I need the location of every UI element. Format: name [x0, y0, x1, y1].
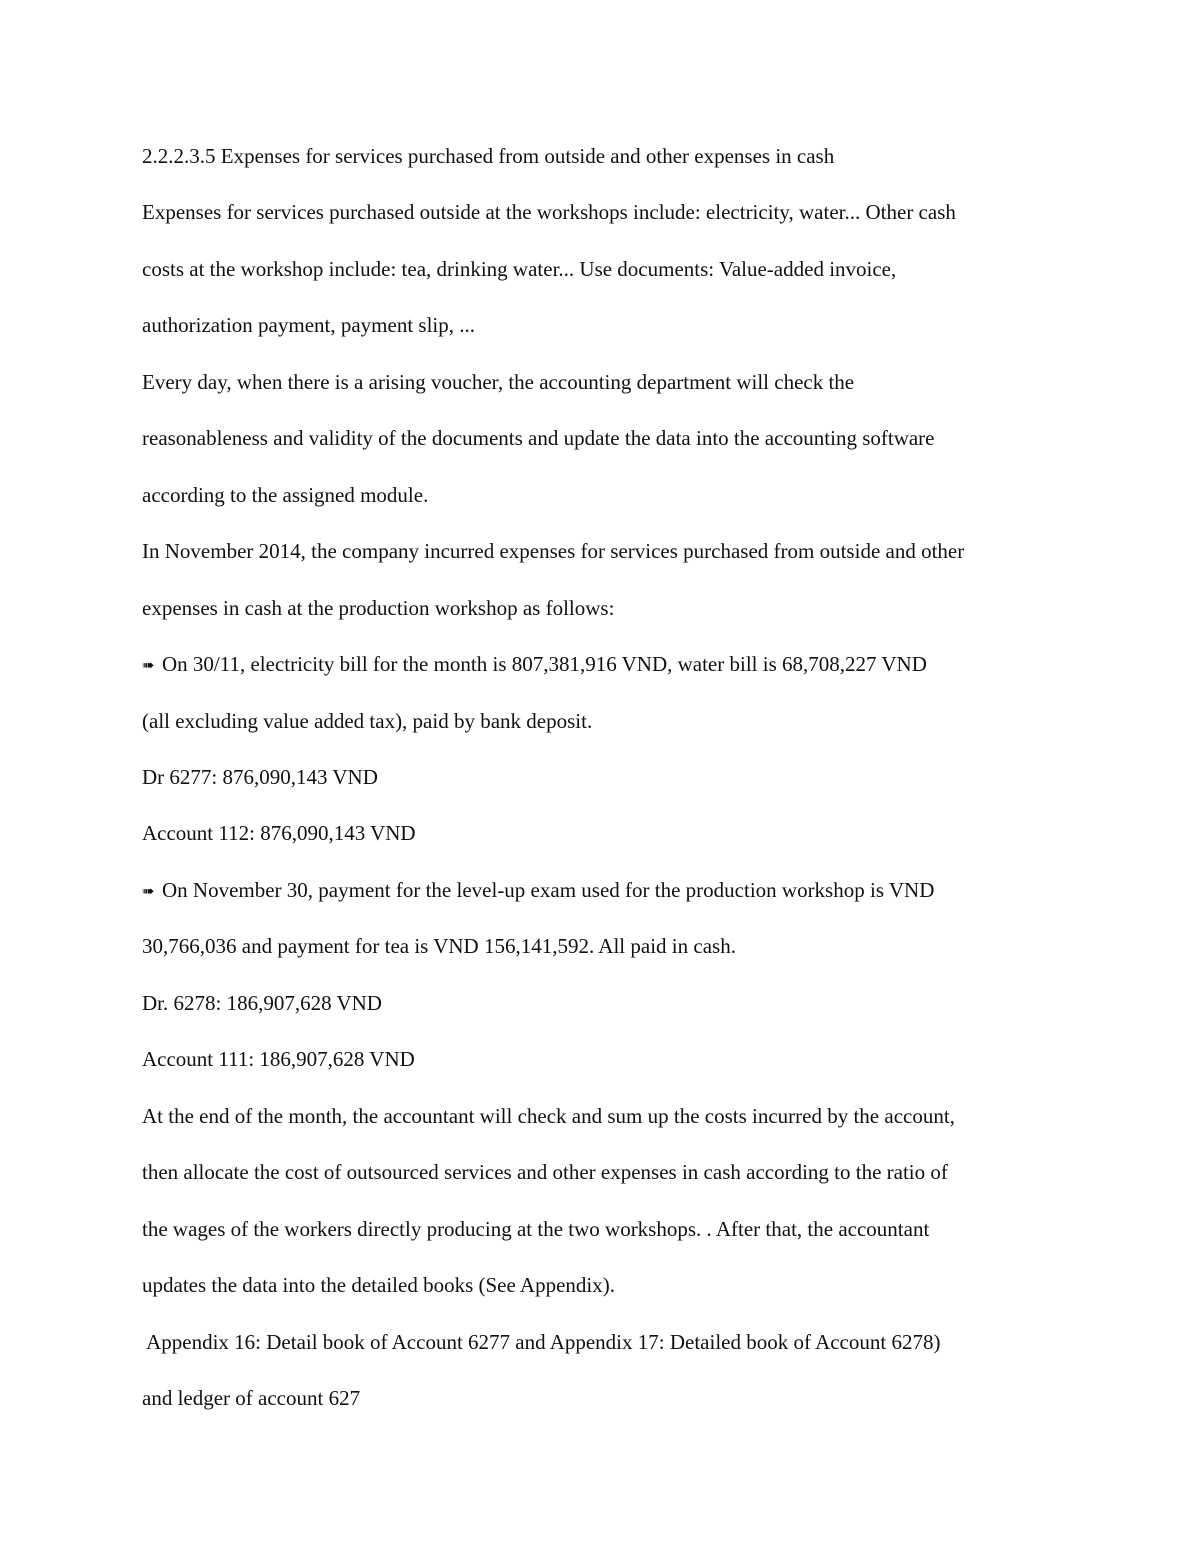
entry-2-line-1 — [142, 877, 934, 905]
appendix-paragraph-line: Appendix 16: Detail book of Account 6277 and Appendix 17: Detailed book of Account 6278) — [142, 1330, 941, 1354]
section-heading: 2.2.2.3.5 Expenses for services purchased from outside and other expenses in cash — [142, 144, 835, 168]
entry-2-line-2: 30,766,036 and payment for tea is VND 156,141,592. All paid in cash. — [142, 934, 736, 958]
bullet-arrow-icon: ➠ — [142, 884, 155, 900]
month-end-paragraph-line: At the end of the month, the accountant will check and sum up the costs incurred by the account, — [142, 1104, 955, 1128]
appendix-paragraph-line: and ledger of account 627 — [142, 1386, 361, 1410]
entry-1-line-2: (all excluding value added tax), paid by bank deposit. — [142, 709, 593, 733]
month-end-paragraph-line: then allocate the cost of outsourced services and other expenses in cash according to the ratio of — [142, 1160, 948, 1184]
voucher-paragraph-line: Every day, when there is a arising voucher, the accounting department will check the — [142, 370, 855, 394]
services-paragraph-line: authorization payment, payment slip, ... — [142, 313, 476, 337]
voucher-paragraph-line: reasonableness and validity of the documents and update the data into the accounting software — [142, 426, 935, 450]
month-end-paragraph-line: updates the data into the detailed books (See Appendix). — [142, 1273, 615, 1297]
entry-1-credit: Account 112: 876,090,143 VND — [142, 821, 416, 845]
services-paragraph-line: Expenses for services purchased outside at the workshops include: electricity, water... Other cash — [142, 200, 956, 224]
entry-2-text: On November 30, payment for the level-up exam used for the production workshop is VND — [162, 878, 935, 902]
entry-1-debit: Dr 6277: 876,090,143 VND — [142, 765, 378, 789]
bullet-arrow-icon: ➠ — [142, 658, 155, 674]
entry-1-text: On 30/11, electricity bill for the month is 807,381,916 VND, water bill is 68,708,227 VND — [162, 652, 927, 676]
november-paragraph-line: In November 2014, the company incurred expenses for services purchased from outside and other — [142, 539, 965, 563]
entry-2-credit: Account 111: 186,907,628 VND — [142, 1047, 415, 1071]
entry-1-line-1 — [142, 651, 927, 679]
entry-2-debit: Dr. 6278: 186,907,628 VND — [142, 991, 382, 1015]
november-paragraph-line: expenses in cash at the production workshop as follows: — [142, 596, 615, 620]
month-end-paragraph-line: the wages of the workers directly producing at the two workshops. . After that, the accountant — [142, 1217, 930, 1241]
voucher-paragraph-line: according to the assigned module. — [142, 483, 429, 507]
services-paragraph-line: costs at the workshop include: tea, drinking water... Use documents: Value-added invoice, — [142, 257, 897, 281]
